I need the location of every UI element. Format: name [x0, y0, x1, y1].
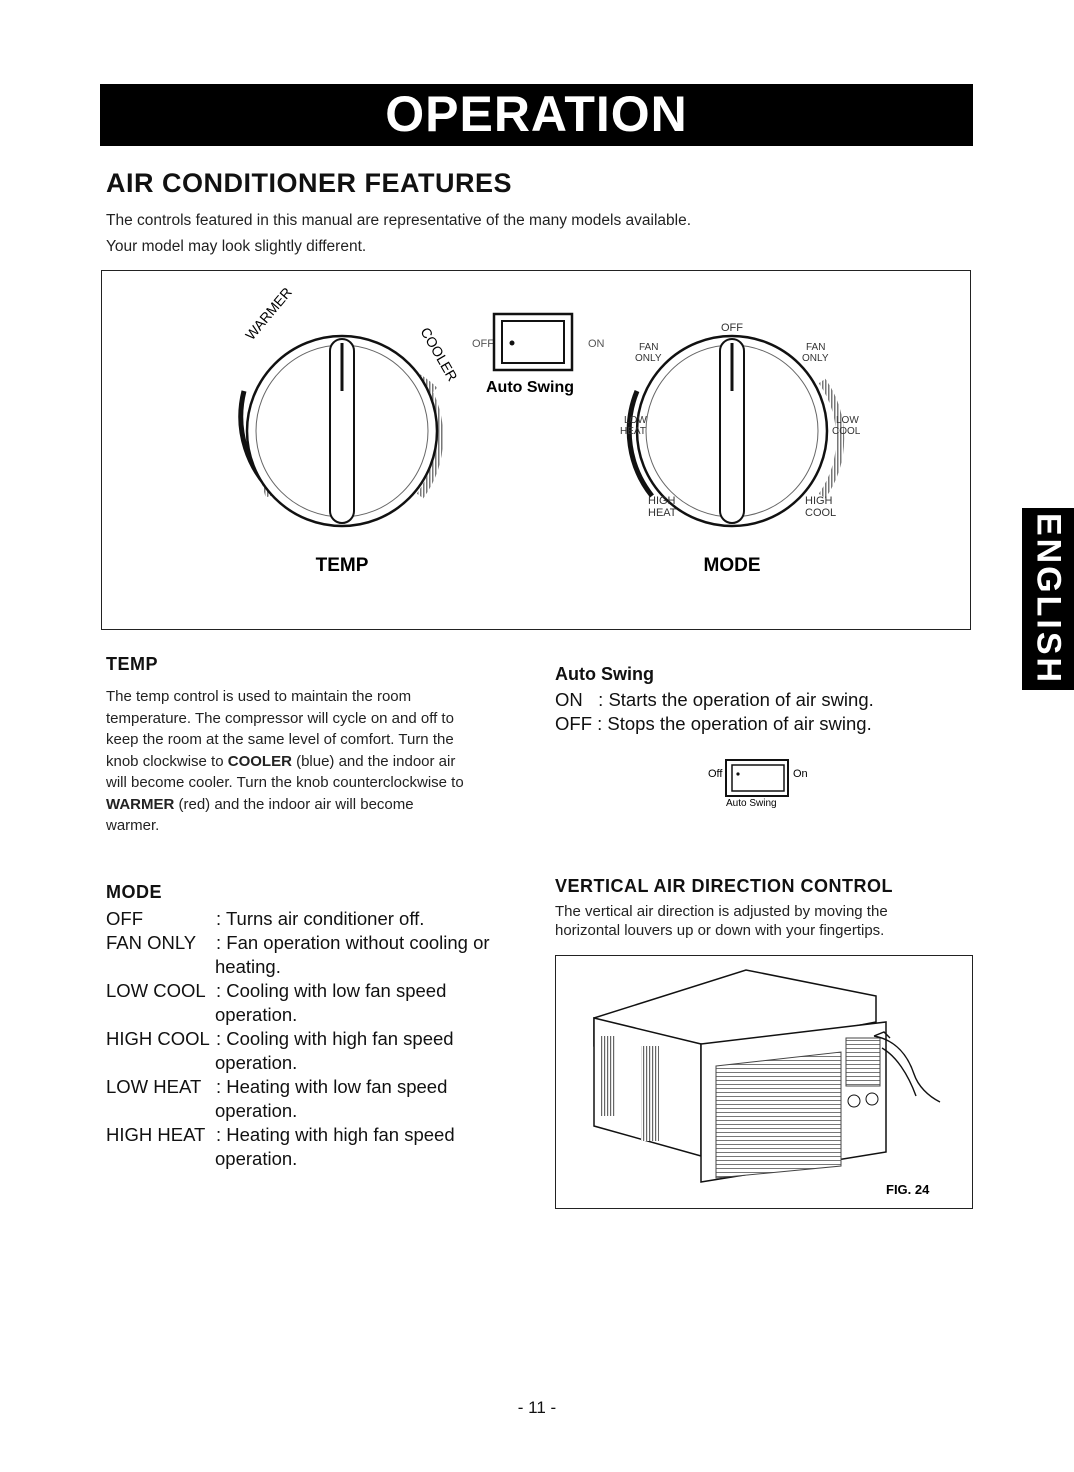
- temp-line: keep the room at the same level of comfort. Turn the: [106, 731, 454, 748]
- mode-term: LOW COOL: [106, 980, 206, 1001]
- auto-swing-off-desc: OFF : Stops the operation of air swing.: [555, 713, 872, 734]
- mode-desc: : Fan operation without cooling or: [216, 932, 490, 953]
- warmer-label: WARMER: [242, 284, 295, 343]
- intro-line-1: The controls featured in this manual are representative of the many models available.: [106, 212, 692, 229]
- switch-caption: Auto Swing: [486, 379, 574, 396]
- mode-term: FAN ONLY: [106, 932, 197, 953]
- temp-text: knob clockwise to: [106, 752, 228, 770]
- mode-off-label: OFF: [721, 322, 743, 334]
- language-tab-label: ENGLISH: [1029, 512, 1068, 686]
- mode-desc-cont: heating.: [215, 956, 281, 977]
- auto-swing-heading: Auto Swing: [555, 664, 654, 684]
- mode-term: OFF: [106, 908, 143, 929]
- temp-text: (red) and the indoor air will become: [174, 795, 414, 813]
- mode-high-right: HIGH: [805, 495, 833, 507]
- control-panel-illustration: [101, 270, 971, 630]
- mode-desc-cont: operation.: [215, 1148, 298, 1169]
- warmer-term: WARMER: [106, 795, 175, 813]
- small-switch-drawing: [700, 732, 830, 812]
- control-panel-drawing: [102, 271, 970, 629]
- section-title: AIR CONDITIONER FEATURES: [106, 168, 513, 198]
- small-off-label: Off: [708, 768, 723, 780]
- cooler-term: COOLER: [227, 752, 292, 770]
- figure-24: [555, 955, 973, 1209]
- mode-term: HIGH HEAT: [106, 1124, 206, 1145]
- temp-text: (blue) and the indoor air: [291, 752, 456, 770]
- mode-desc: : Heating with low fan speed: [216, 1076, 448, 1097]
- auto-swing-switch[interactable]: [472, 314, 605, 396]
- temp-knob-label: TEMP: [315, 555, 369, 576]
- mode-knob: [620, 322, 861, 576]
- temp-line: warmer.: [106, 817, 160, 834]
- mode-desc-cont: operation.: [215, 1100, 298, 1121]
- mode-cool-right: COOL: [832, 426, 861, 437]
- cooler-label: COOLER: [417, 324, 461, 384]
- figure-label: FIG. 24: [886, 1182, 930, 1197]
- intro-line-2: Your model may look slightly different.: [106, 238, 367, 255]
- small-switch-caption: Auto Swing: [726, 798, 777, 809]
- mode-only-right: ONLY: [802, 353, 829, 364]
- mode-item: [106, 980, 446, 1002]
- mode-high-left: HIGH: [648, 495, 676, 507]
- auto-swing-on-desc: ON : Starts the operation of air swing.: [555, 689, 874, 710]
- mode-heat-left-2: HEAT: [648, 507, 677, 519]
- air-conditioner-drawing: [556, 956, 972, 1208]
- mode-item: [106, 1124, 455, 1146]
- mode-heat-left: HEAT: [620, 426, 646, 437]
- mode-cool-right-2: COOL: [805, 507, 837, 519]
- small-on-label: On: [793, 768, 808, 780]
- auto-swing-small-switch: [700, 732, 830, 812]
- mode-desc: : Cooling with low fan speed: [216, 980, 447, 1001]
- temp-line: The temp control is used to maintain the room: [106, 688, 412, 705]
- mode-fan-left: FAN: [639, 342, 659, 353]
- mode-item: [106, 932, 490, 954]
- vertical-line: The vertical air direction is adjusted by moving the: [555, 903, 888, 920]
- page-number: - 11 -: [517, 1398, 557, 1417]
- mode-desc-cont: operation.: [215, 1004, 298, 1025]
- temp-knob: [241, 284, 461, 576]
- mode-term: HIGH COOL: [106, 1028, 210, 1049]
- mode-knob-label: MODE: [703, 555, 761, 576]
- switch-on-label: ON: [588, 338, 605, 350]
- temp-line: [106, 751, 526, 773]
- mode-desc: : Turns air conditioner off.: [216, 908, 425, 929]
- vertical-heading: VERTICAL AIR DIRECTION CONTROL: [555, 876, 893, 896]
- mode-desc-cont: operation.: [215, 1052, 298, 1073]
- mode-item: [106, 1028, 454, 1050]
- mode-desc: : Heating with high fan speed: [216, 1124, 455, 1145]
- temp-line: [106, 794, 526, 816]
- mode-desc: : Cooling with high fan speed: [216, 1028, 454, 1049]
- mode-item: [106, 908, 424, 930]
- temp-line: temperature. The compressor will cycle on and off to: [106, 709, 454, 727]
- language-tab: [1022, 508, 1074, 690]
- vertical-description: [555, 902, 888, 940]
- mode-low-left: LOW: [624, 415, 647, 426]
- mode-low-right: LOW: [836, 415, 859, 426]
- vertical-line: horizontal louvers up or down with your fingertips.: [555, 922, 885, 939]
- temp-description: [106, 686, 526, 837]
- operation-banner: OPERATION: [100, 84, 973, 146]
- temp-heading: TEMP: [106, 654, 159, 674]
- switch-off-label: OFF: [472, 338, 494, 350]
- mode-term: LOW HEAT: [106, 1076, 202, 1097]
- temp-line: will become cooler. Turn the knob counterclockwise to: [106, 774, 464, 791]
- mode-fan-right: FAN: [806, 342, 826, 353]
- mode-heading: MODE: [106, 882, 162, 902]
- mode-only-left: ONLY: [635, 353, 662, 364]
- mode-item: [106, 1076, 447, 1098]
